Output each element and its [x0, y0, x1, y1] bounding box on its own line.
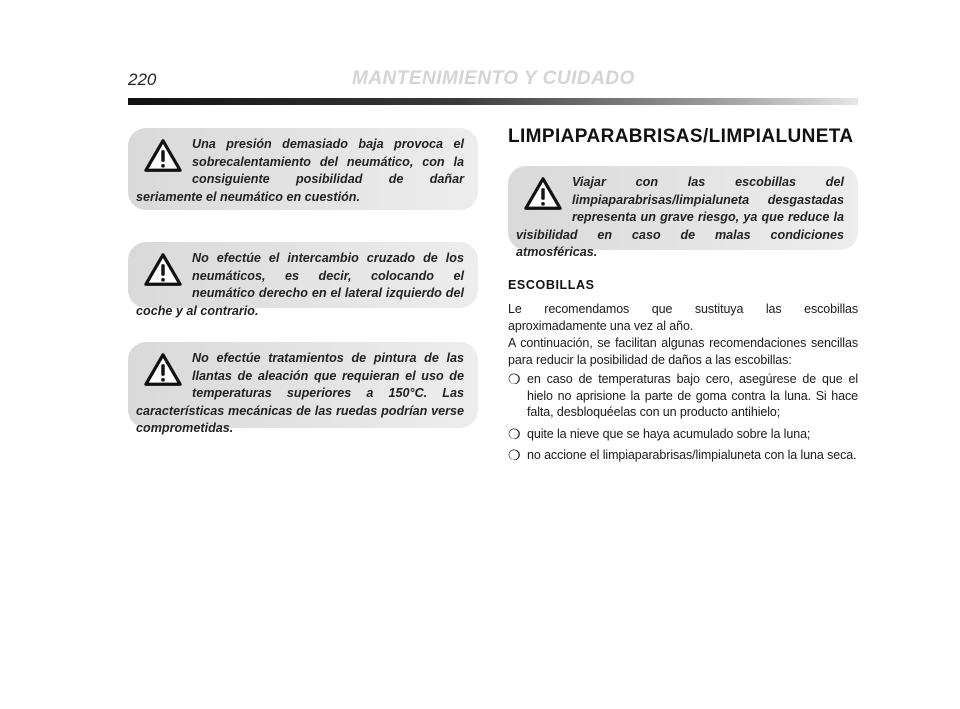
- subsection-title: ESCOBILLAS: [508, 278, 595, 292]
- list-item: [508, 447, 858, 464]
- warning-box-low-pressure: [128, 128, 478, 210]
- bullet-circle-icon: ❍: [508, 447, 521, 463]
- warning-text: Una presión demasiado baja provoca el sobrecalentamiento del neumático, con la consiguiente posibilidad de dañar seriamente el neumático en cuestión.: [136, 137, 464, 204]
- warning-triangle-icon: [144, 352, 182, 388]
- warning-text: No efectúe tratamientos de pintura de las llantas de aleación que requieran el uso de temperaturas superiores a 150°C. Las características mecánicas de las ruedas podrían verse comprometidas.: [136, 351, 464, 435]
- section-title: LIMPIAPARABRISAS/LIMPIALUNETA: [508, 126, 854, 147]
- warning-triangle-icon: [144, 138, 182, 174]
- warning-box-wiper-blades: [508, 166, 858, 259]
- list-item: [508, 371, 858, 421]
- paragraph-recommendations: A continuación, se facilitan algunas recomendaciones sencillas para reducir la posibilidad de daños a las escobillas:: [508, 336, 858, 367]
- warning-triangle-icon: [144, 252, 182, 288]
- list-item-text: quite la nieve que se haya acumulado sobre la luna;: [527, 426, 811, 441]
- warning-box-tyre-rotation: [128, 242, 478, 318]
- recommendation-list: [508, 371, 858, 469]
- header-rule: [128, 98, 858, 105]
- bullet-circle-icon: ❍: [508, 425, 521, 442]
- warning-text: Viajar con las escobillas del limpiaparabrisas/limpialuneta desgastadas representa un grave riesgo, ya que reduce la visibilidad en caso de malas condiciones atmosféricas.: [516, 175, 844, 259]
- warning-box-rim-painting: [128, 342, 478, 435]
- list-item-text: no accione el limpiaparabrisas/limpialuneta con la luna seca.: [527, 448, 857, 462]
- page-number: 220: [128, 70, 157, 89]
- paragraph-replace-yearly: Le recomendamos que sustituya las escobillas aproximadamente una vez al año.: [508, 302, 858, 333]
- bullet-circle-icon: ❍: [508, 371, 521, 387]
- list-item-text: en caso de temperaturas bajo cero, asegúrese de que el hielo no aprisione la parte de goma contra la luna. Si hace falta, desbloquéelas con un producto antihielo;: [527, 372, 858, 419]
- warning-text: No efectúe el intercambio cruzado de los neumáticos, es decir, colocando el neumático derecho en el lateral izquierdo del coche y al contrario.: [136, 251, 464, 318]
- running-title: MANTENIMIENTO Y CUIDADO: [352, 68, 635, 89]
- list-item: [508, 426, 858, 443]
- warning-triangle-icon: [524, 176, 562, 212]
